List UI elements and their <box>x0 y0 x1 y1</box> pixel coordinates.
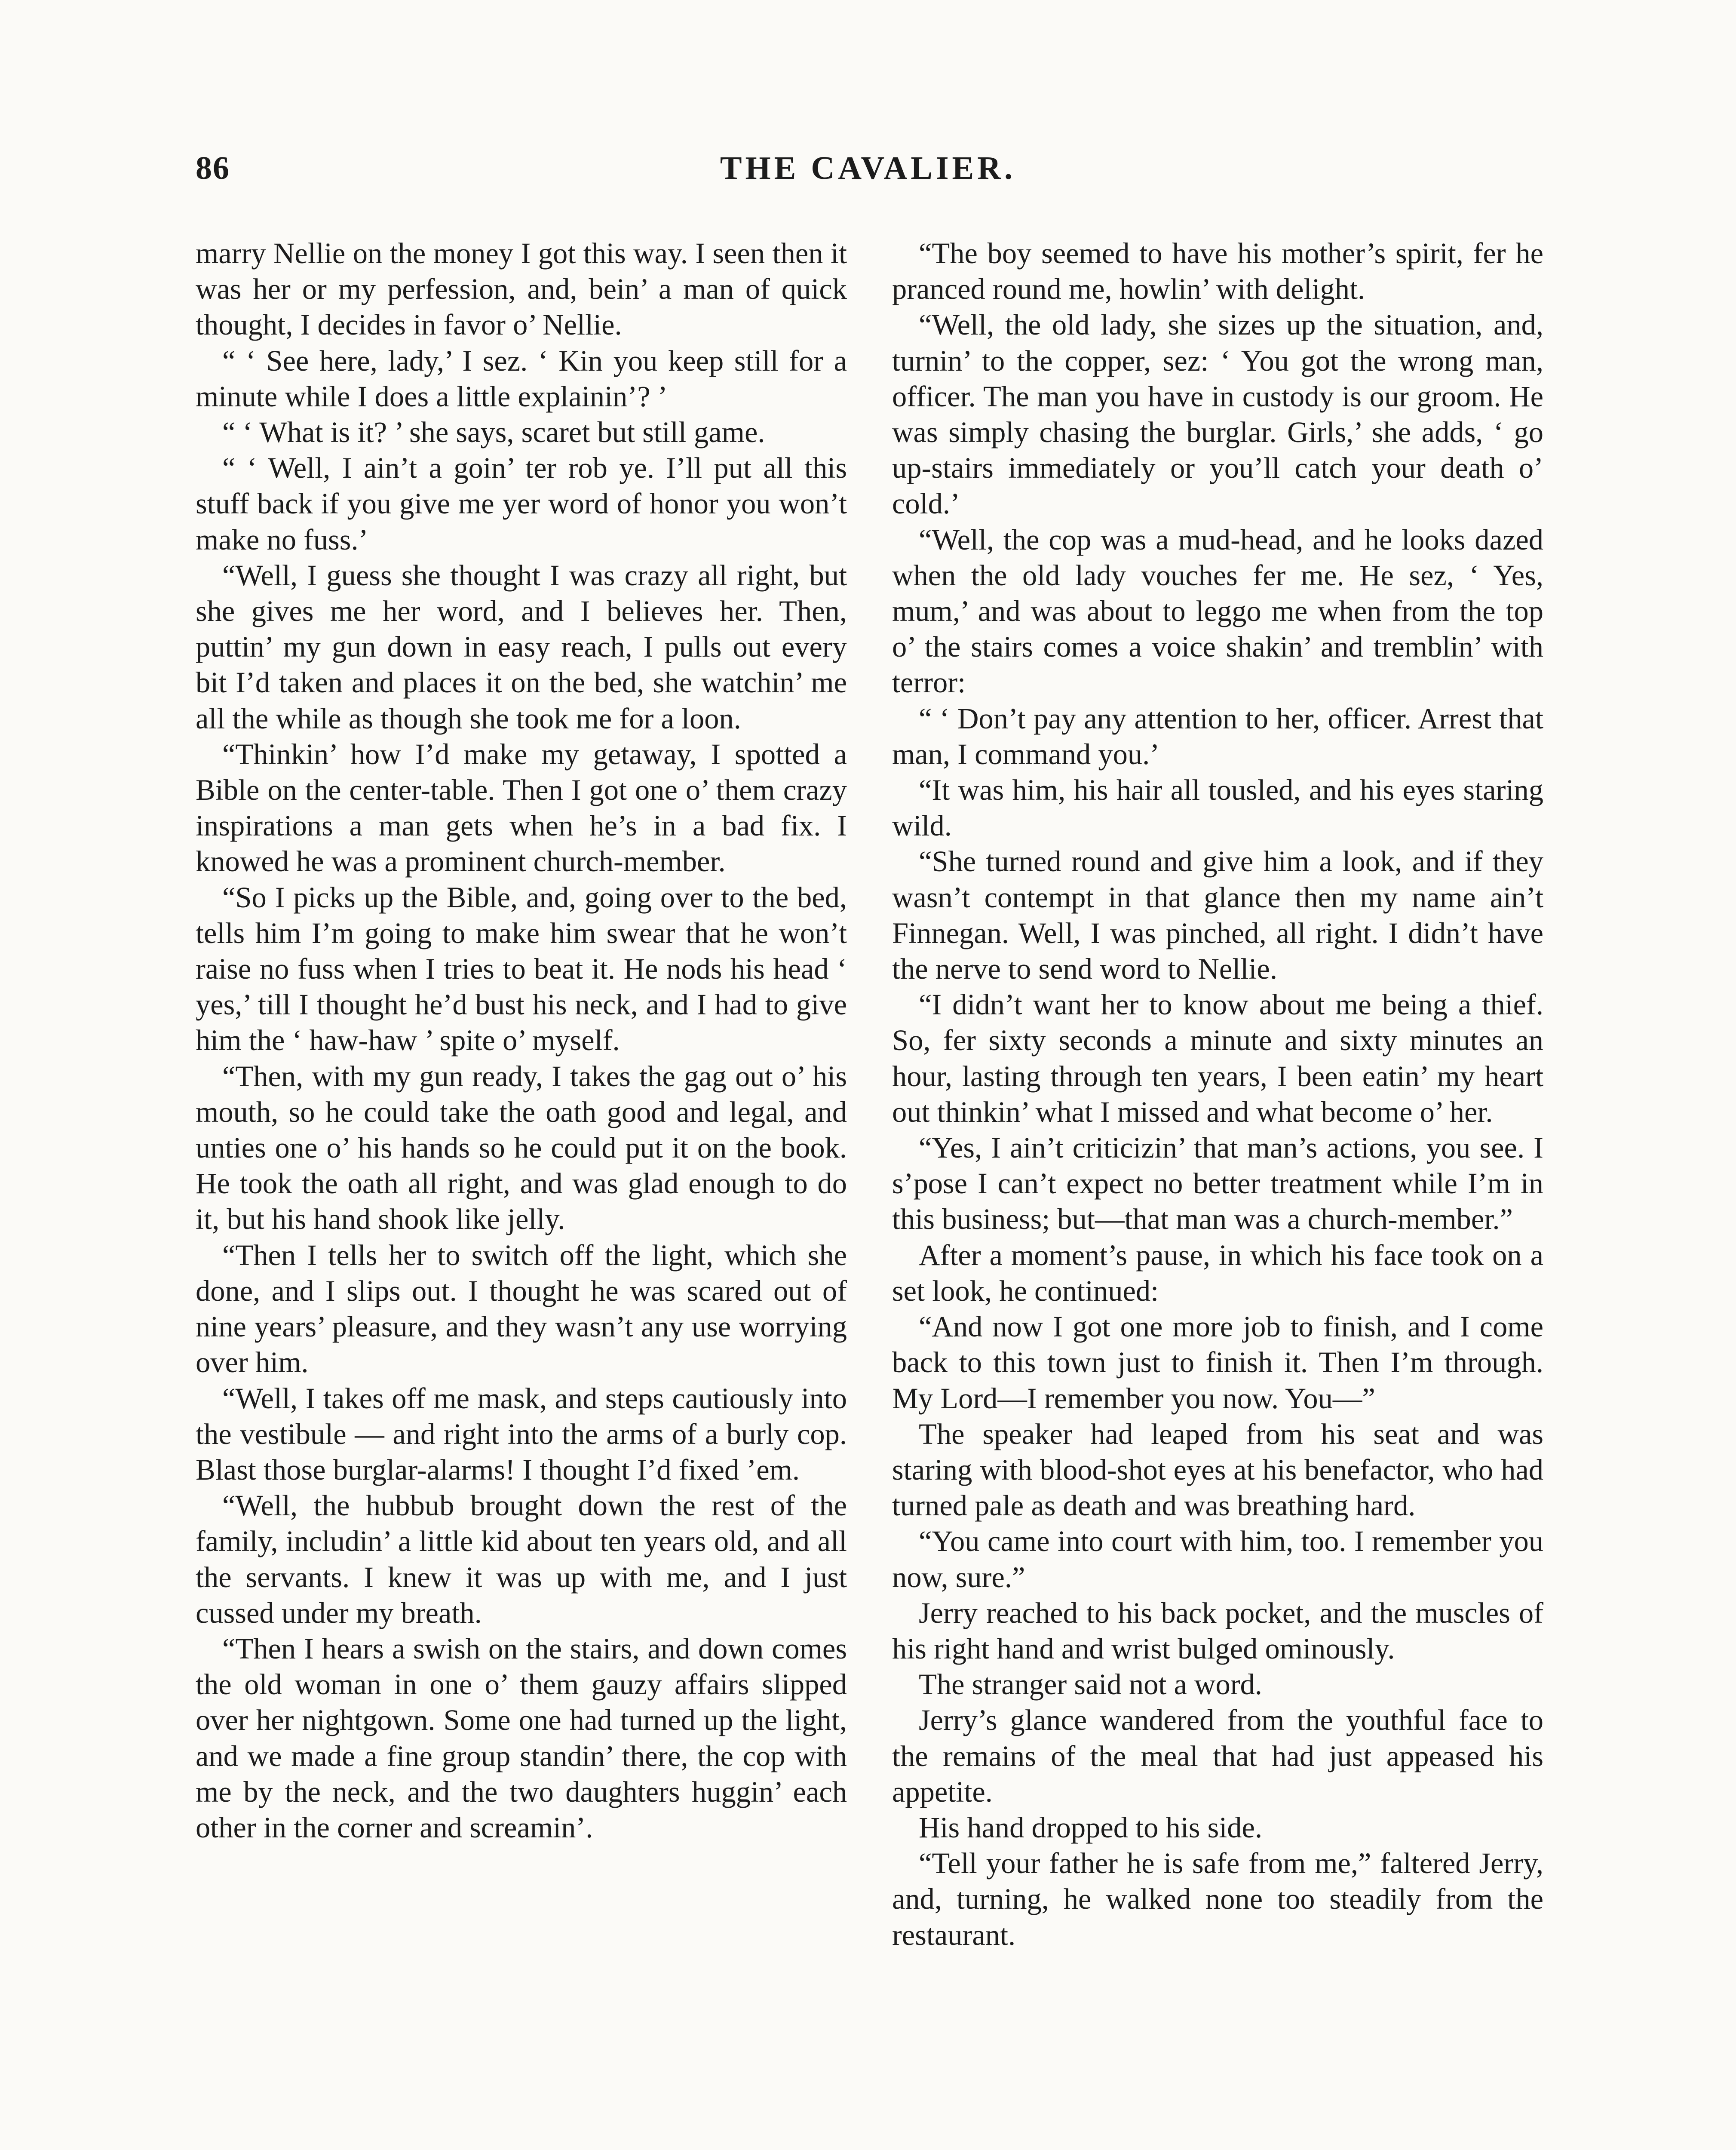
page-number: 86 <box>196 150 230 186</box>
paragraph: “The boy seemed to have his mother’s spirit, fer he pranced round me, howlin’ with delight. <box>892 237 1543 306</box>
paragraph: Jerry’s glance wandered from the youthful face to the remains of the meal that had just appeased his appetite. <box>892 1704 1543 1808</box>
paragraph: “ ‘ See here, lady,’ I sez. ‘ Kin you keep still for a minute while I does a little explainin’? ’ <box>196 344 847 413</box>
paragraph: “Yes, I ain’t criticizin’ that man’s actions, you see. I s’pose I can’t expect no better treatment while I’m in this business; but—that man was a church-member.” <box>892 1131 1543 1236</box>
paragraph: marry Nellie on the money I got this way. I seen then it was her or my perfession, and, bein’ a man of quick thought, I decides in favor o’ Nellie. <box>196 237 847 341</box>
page-header <box>196 150 1540 197</box>
paragraph: “Well, the cop was a mud-head, and he looks dazed when the old lady vouches fer me. He sez, ‘ Yes, mum,’ and was about to leggo me when from the top o’ the stairs comes a voice shakin’ and tremblin’ with terror: <box>892 523 1543 699</box>
running-title: THE CAVALIER. <box>720 150 1016 186</box>
paragraph: His hand dropped to his side. <box>919 1811 1263 1844</box>
paragraph: The stranger said not a word. <box>919 1668 1262 1701</box>
paragraph: “You came into court with him, too. I remember you now, sure.” <box>892 1525 1543 1594</box>
paragraph: “Thinkin’ how I’d make my getaway, I spotted a Bible on the center-table. Then I got one o’ them crazy inspirations a man gets when he’s in a bad fix. I knowed he was a prominent church-member. <box>196 737 847 878</box>
paragraph: “ ‘ Don’t pay any attention to her, officer. Arrest that man, I command you.’ <box>892 702 1543 771</box>
paragraph: “Well, the hubbub brought down the rest of the family, includin’ a little kid about ten years old, and all the servants. I knew it was up with me, and I just cussed under my breath. <box>196 1489 847 1629</box>
paragraph: “Then I tells her to switch off the light, which she done, and I slips out. I thought he was scared out of nine years’ pleasure, and they wasn’t any use worrying over him. <box>196 1238 847 1379</box>
paragraph: The speaker had leaped from his seat and was staring with blood-shot eyes at his benefactor, who had turned pale as death and was breathing hard. <box>892 1417 1543 1522</box>
paragraph: “Well, I guess she thought I was crazy all right, but she gives me her word, and I believes her. Then, puttin’ my gun down in easy reach, I pulls out every bit I’d taken and places it on the bed, she watchin’ me all the while as though she took me for a loon. <box>196 559 847 735</box>
paragraph: “Well, I takes off me mask, and steps cautiously into the vestibule — and right into the arms of a burly cop. Blast those burglar-alarms! I thought I’d fixed ’em. <box>196 1382 847 1486</box>
paragraph: “Well, the old lady, she sizes up the situation, and, turnin’ to the copper, sez: ‘ You got the wrong man, officer. The man you have in custody is our groom. He was simply chasing the burglar. Girls,’ she adds, ‘ go up-stairs immediately or you’ll catch your death o’ cold.’ <box>892 308 1543 520</box>
right-column <box>892 236 1543 1953</box>
paragraph: “ ‘ Well, I ain’t a goin’ ter rob ye. I’ll put all this stuff back if you give me yer word of honor you won’t make no fuss.’ <box>196 452 847 556</box>
paragraph: “Then, with my gun ready, I takes the gag out o’ his mouth, so he could take the oath good and legal, and unties one o’ his hands so he could put it on the book. He took the oath all right, and was glad enough to do it, but his hand shook like jelly. <box>196 1060 847 1236</box>
paragraph: “And now I got one more job to finish, and I come back to this town just to finish it. Then I’m through. My Lord—I remember you now. You—” <box>892 1310 1543 1415</box>
paragraph: “I didn’t want her to know about me being a thief. So, fer sixty seconds a minute and sixty minutes an hour, lasting through ten years, I been eatin’ my heart out thinkin’ what I missed and what become o’ her. <box>892 988 1543 1128</box>
paragraph: “ ‘ What is it? ’ she says, scaret but still game. <box>222 416 765 449</box>
paragraph: “Tell your father he is safe from me,” faltered Jerry, and, turning, he walked none too steadily from the restaurant. <box>892 1847 1543 1951</box>
paragraph: After a moment’s pause, in which his face took on a set look, he continued: <box>892 1238 1543 1307</box>
paragraph: “So I picks up the Bible, and, going over to the bed, tells him I’m going to make him swear that he won’t raise no fuss when I tries to beat it. He nods his head ‘ yes,’ till I thought he’d bust his neck, and I had to give him the ‘ haw-haw ’ spite o’ myself. <box>196 881 847 1057</box>
left-column <box>196 236 847 1846</box>
paragraph: “She turned round and give him a look, and if they wasn’t contempt in that glance then my name ain’t Finnegan. Well, I was pinched, all right. I didn’t have the nerve to send word to Nellie. <box>892 845 1543 986</box>
paragraph: Jerry reached to his back pocket, and the muscles of his right hand and wrist bulged ominously. <box>892 1596 1543 1665</box>
paragraph: “Then I hears a swish on the stairs, and down comes the old woman in one o’ them gauzy affairs slipped over her nightgown. Some one had turned up the light, and we made a fine group standin’ there, the cop with me by the neck, and the two daughters huggin’ each other in the corner and screamin’. <box>196 1632 847 1844</box>
paragraph: “It was him, his hair all tousled, and his eyes staring wild. <box>892 774 1543 842</box>
